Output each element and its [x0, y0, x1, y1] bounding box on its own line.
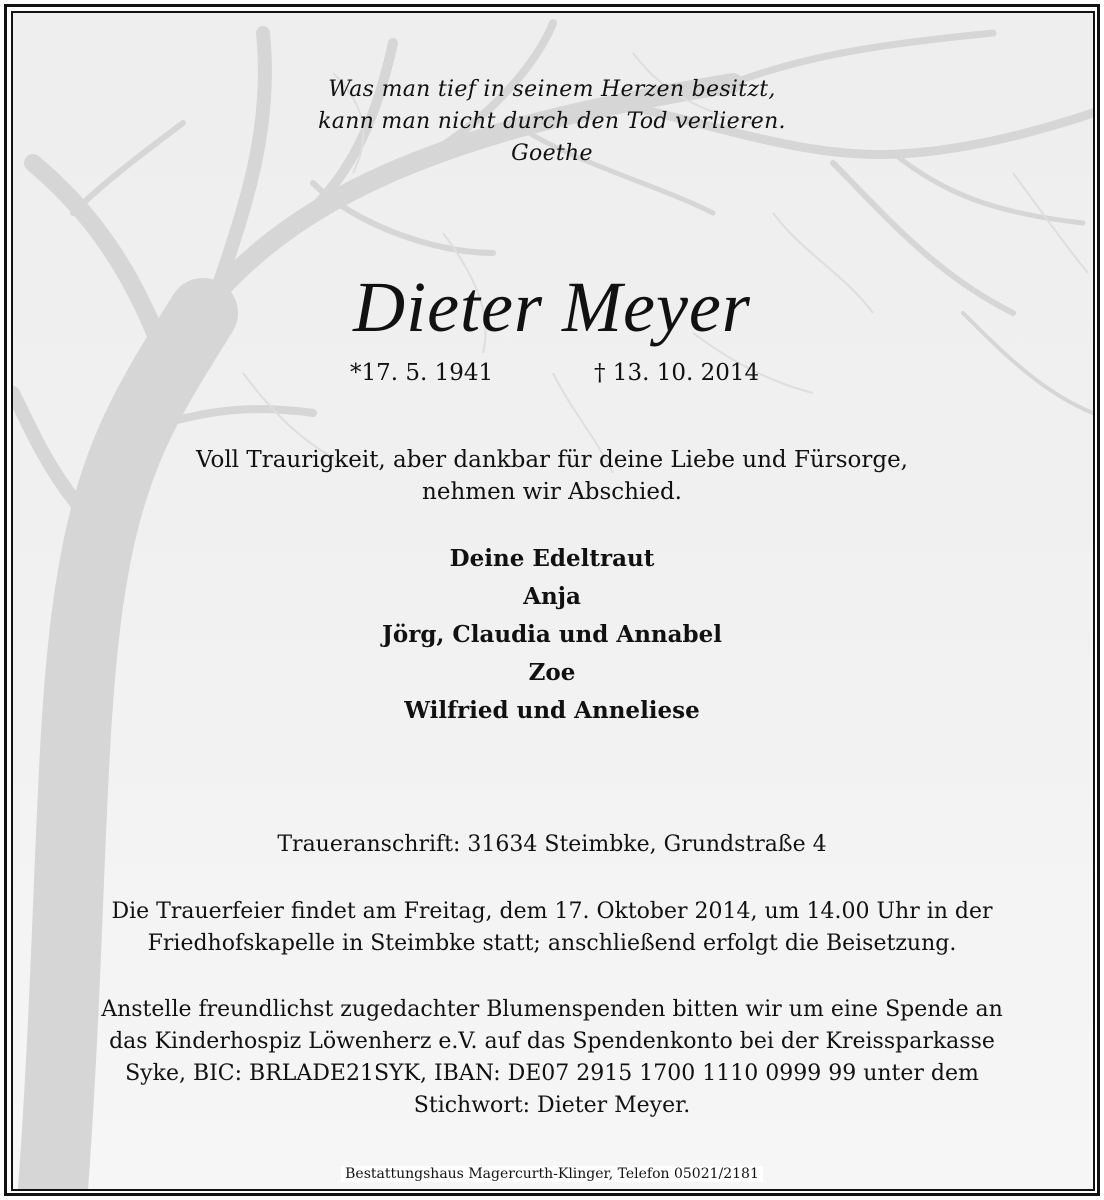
quote-line: kann man nicht durch den Tod verlieren. — [318, 109, 786, 134]
mourning-text — [0, 444, 1104, 508]
family-member: Deine Edeltraut — [449, 545, 655, 572]
mourning-address: Traueranschrift: 31634 Steimbke, Grundstraße 4 — [277, 832, 827, 857]
quote-line: Was man tief in seinem Herzen besitzt, — [328, 77, 776, 102]
ceremony-line: Friedhofskapelle in Steimbke statt; anschließend erfolgt die Beisetzung. — [147, 931, 957, 956]
family-member: Anja — [523, 583, 581, 610]
mourning-line: nehmen wir Abschied. — [422, 479, 682, 505]
donation-line: Syke, BIC: BRLADE21SYK, IBAN: DE07 2915 1700 1110 0999 99 unter dem — [125, 1061, 979, 1086]
mourning-line: Voll Traurigkeit, aber dankbar für deine Liebe und Fürsorge, — [195, 447, 908, 473]
donation-line: das Kinderhospiz Löwenherz e.V. auf das Spendenkonto bei der Kreissparkasse — [109, 1029, 995, 1054]
quote-block — [0, 74, 1104, 170]
family-member: Jörg, Claudia und Annabel — [381, 621, 722, 648]
family-member: Zoe — [528, 659, 576, 686]
funeral-home-footer — [0, 1166, 1104, 1182]
family-member: Wilfried und Anneliese — [404, 697, 700, 724]
family-list — [0, 540, 1104, 730]
quote-author: Goethe — [511, 141, 593, 166]
ceremony-line: Die Trauerfeier findet am Freitag, dem 17. Oktober 2014, um 14.00 Uhr in der — [111, 899, 993, 924]
ceremony-info — [0, 896, 1104, 960]
funeral-home-text: Bestattungshaus Magercurth-Klinger, Telefon 05021/2181 — [341, 1166, 763, 1182]
donation-line: Stichwort: Dieter Meyer. — [413, 1093, 691, 1118]
deceased-name: Dieter Meyer — [353, 267, 751, 347]
donation-line: Anstelle freundlichst zugedachter Blumenspenden bitten wir um eine Spende an — [101, 997, 1003, 1022]
death-date: † 13. 10. 2014 — [594, 360, 760, 386]
donation-info — [0, 994, 1104, 1122]
birth-date: *17. 5. 1941 — [350, 360, 494, 386]
